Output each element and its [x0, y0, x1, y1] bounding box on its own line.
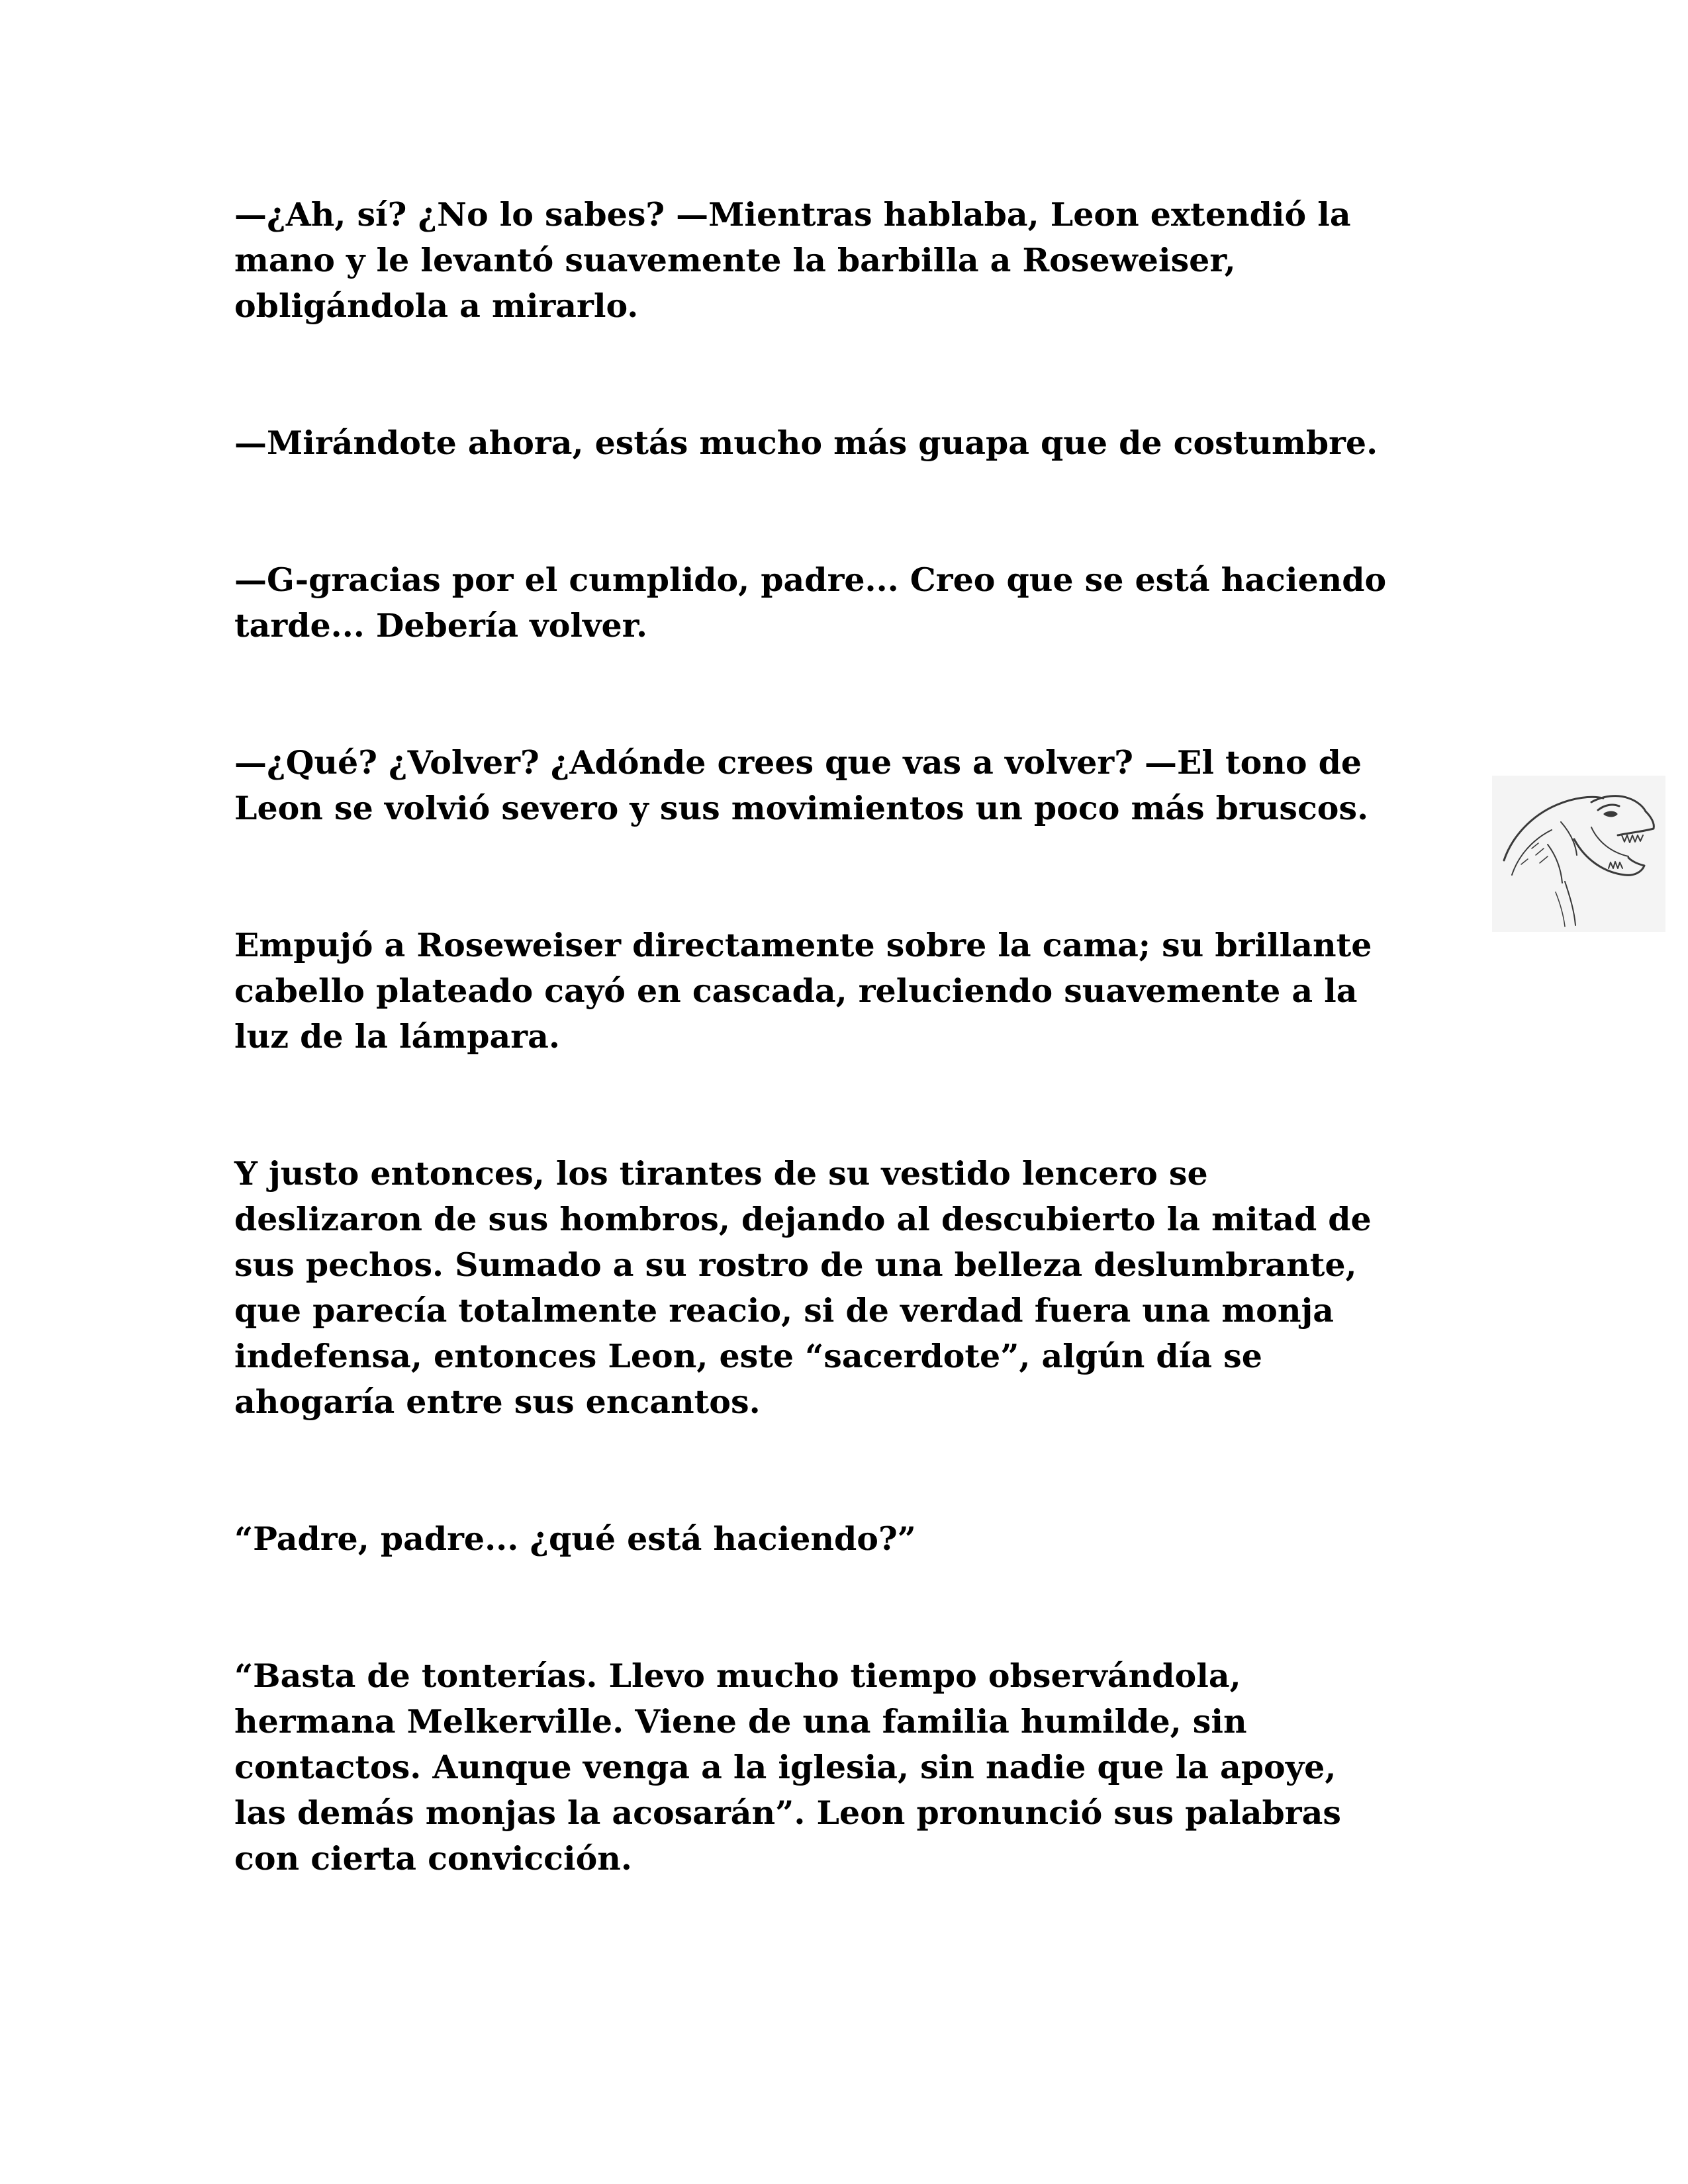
text-line: cabello plateado cayó en cascada, reluciendo suavemente a la [234, 972, 1358, 1010]
text-line: hermana Melkerville. Viene de una familia humilde, sin [234, 1702, 1247, 1741]
paragraph [234, 1516, 1492, 1562]
text-line: que parecía totalmente reacio, si de verdad fuera una monja [234, 1291, 1334, 1330]
paragraph [234, 1151, 1492, 1425]
text-line: —¿Qué? ¿Volver? ¿Adónde crees que vas a volver? —El tono de [234, 743, 1362, 782]
text-line: “Basta de tonterías. Llevo mucho tiempo observándola, [234, 1657, 1241, 1695]
text-line: Empujó a Roseweiser directamente sobre la cama; su brillante [234, 926, 1372, 964]
text-line: —G-gracias por el cumplido, padre... Creo que se está haciendo [234, 561, 1387, 599]
text-line: —Mirándote ahora, estás mucho más guapa que de costumbre. [234, 424, 1378, 462]
text-line: las demás monjas la acosarán”. Leon pronunció sus palabras [234, 1794, 1341, 1832]
dinosaur-head-sketch-icon [1492, 776, 1665, 932]
text-line: mano y le levantó suavemente la barbilla a Roseweiser, [234, 241, 1236, 279]
paragraph [234, 923, 1492, 1060]
text-line: obligándola a mirarlo. [234, 287, 639, 325]
text-line: con cierta convicción. [234, 1839, 632, 1878]
text-line: indefensa, entonces Leon, este “sacerdote”, algún día se [234, 1337, 1262, 1375]
text-body [234, 192, 1492, 1882]
text-line: —¿Ah, sí? ¿No lo sabes? —Mientras hablaba, Leon extendió la [234, 195, 1351, 234]
text-line: contactos. Aunque venga a la iglesia, sin nadie que la apoye, [234, 1748, 1336, 1786]
text-line: ahogaría entre sus encantos. [234, 1383, 761, 1421]
paragraph [234, 1653, 1492, 1882]
text-line: Y justo entonces, los tirantes de su vestido lencero se [234, 1154, 1208, 1193]
paragraph [234, 420, 1492, 466]
text-line: luz de la lámpara. [234, 1017, 560, 1056]
text-line: deslizaron de sus hombros, dejando al descubierto la mitad de [234, 1200, 1372, 1238]
paragraph [234, 192, 1492, 329]
text-line: Leon se volvió severo y sus movimientos un poco más bruscos. [234, 789, 1369, 827]
paragraph [234, 557, 1492, 649]
text-line: “Padre, padre... ¿qué está haciendo?” [234, 1520, 916, 1558]
paragraph [234, 740, 1492, 831]
text-line: sus pechos. Sumado a su rostro de una belleza deslumbrante, [234, 1246, 1357, 1284]
text-line: tarde... Debería volver. [234, 606, 648, 645]
